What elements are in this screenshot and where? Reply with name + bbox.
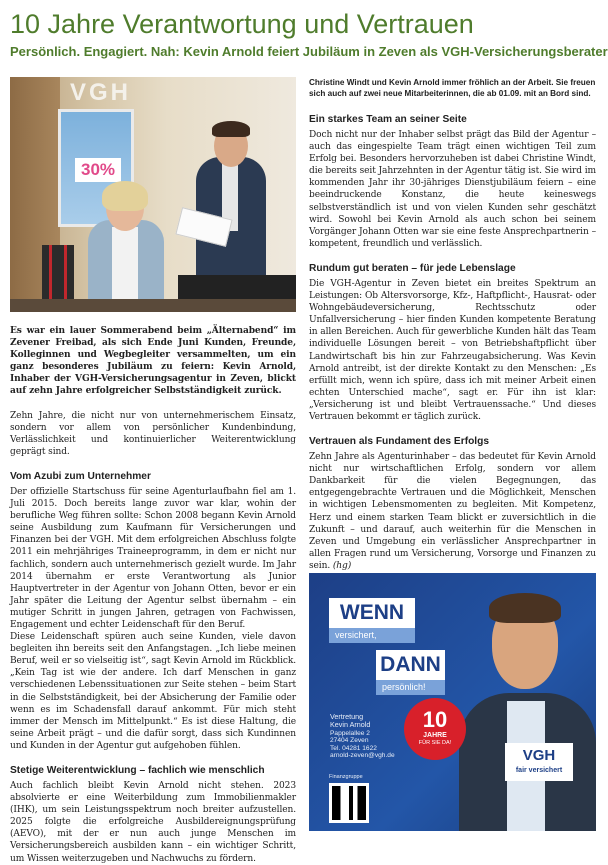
paragraph-team: Doch nicht nur der Inhaber selbst prägt das Bild der Agentur – auch das eingespielte Team trägt einen wichtigen Teil zum Erfolg bei. Besonders hervorzuheben ist dabei Christine Windt, die bereits seit Jahrzehnten in der Agentur tätig ist. Sie wird im kommenden Jahr ihr 30-jähriges Dienstjubiläum feiern – eine beeindruckende Konstanz, die heute keineswegs selbstverständlich ist und von vielen Kunden sehr geschätzt wird. Sowohl bei Kevin Arnold als auch schon bei seinem Vorgänger Johann Otten war sie eine feste Ansprechpartnerin – kompetent, freundlich und verlässlich. bbox=[309, 130, 596, 249]
contact-title: Vertretung bbox=[330, 712, 364, 721]
contact-phone: Tel. 04281 1622 bbox=[330, 744, 377, 752]
left-column bbox=[10, 77, 296, 865]
right-column bbox=[309, 77, 596, 572]
section-heading-azubi: Vom Azubi zum Unternehmer bbox=[10, 470, 151, 482]
ad-versichert: versichert, bbox=[329, 628, 415, 643]
contact-city: 27404 Zeven bbox=[330, 737, 369, 745]
paragraph-azubi-2: Diese Leidenschaft spüren auch seine Kunden, viele davon begleiten ihn bereits seit den Anfangstagen. „Ich liebe meinen Beruf, weil er so vielseitig ist“, sagt Kevin Arnold im Rückblick. „Kein Tag ist wie der andere. Ich darf Menschen in ganz verschiedenen Lebenssituationen zur Seite stehen – beim Start in die Selbstständigkeit, bei der Absicherung der Familie oder wenn es im Schadensfall darauf ankommt. Für mich steht immer der Mensch im Mittelpunkt.“ Es ist diese Haltung, die seine Arbeit prägt – und die dafür sorgt, dass sich Kundinnen und Kunden in der Agentur gut aufgehoben fühlen. bbox=[10, 632, 296, 751]
badge-number: 10 bbox=[422, 707, 448, 732]
finanzgruppe-label: Finanzgruppe bbox=[329, 774, 363, 780]
vgh-logo bbox=[505, 743, 573, 781]
author-tag: (hg) bbox=[332, 560, 352, 571]
section-heading-beratung: Rundum gut beraten – für jede Lebenslage bbox=[309, 262, 516, 274]
paragraph-weiterentwicklung: Auch fachlich bleibt Kevin Arnold nicht stehen. 2023 absolvierte er eine Weiterbildung zum Immobilienmakler (IHK), um sein Leistungsspektrum noch breiter aufzustellen. 2025 folgte die erfolgreiche Ausbildereignungsprüfung (AEVO), mit der er nun auch junge Menschen im Versicherungsbereich ausbilden kann – ein wichtiger Schritt, um Wissen weiterzugeben und Nachwuchs zu fördern. bbox=[10, 781, 296, 864]
section-heading-team: Ein starkes Team an seiner Seite bbox=[309, 114, 467, 125]
ad-persoenlich: persönlich! bbox=[376, 680, 445, 695]
vgh-claim: fair versichert bbox=[515, 767, 563, 774]
vgh-advertisement bbox=[309, 573, 596, 831]
article-subheadline: Persönlich. Engagiert. Nah: Kevin Arnold feiert Jubiläum in Zeven als VGH-Versicherungsberater bbox=[10, 44, 608, 59]
lead-paragraph: Es war ein lauer Sommerabend beim „Älternabend“ im Zevener Freibad, als sich Ende Juni Kunden, Freunde, Kolleginnen und Wegbegleiter versammelten, um ein ganz besonderes Jubiläum zu feiern: Kevin Arnold, Inhaber der VGH-Versicherungsagentur in Zeven, blickt auf zehn Jahre erfolgreicher Selbstständigkeit zurück. bbox=[10, 326, 296, 397]
paragraph-beratung: Die VGH-Agentur in Zeven bietet ein breites Spektrum an Leistungen: Ob Altersvorsorge, Kfz-, Haftpflicht-, Hausrat- oder Wohngebäudeversicherung, Rechtsschutz oder Unfallversicherung – hier finden Kunden kompetente Beratung in allen Bereichen. Auch für gewerbliche Kunden hält das Team individuelle Lösungen bereit – von Betriebshaftpflicht über Landwirtschaft bis hin zur Fahrzeugabsicherung. Was Kevin Arnold antreibt, ist der direkte Kontakt zu den Menschen: „Es erfüllt mich, wenn ich spüre, dass ich mit meiner Arbeit einen echten Unterschied mache“, sagt er. Für ihn ist klar: „Versicherung ist und bleibt Vertrauenssache.“ Und dieses Vertrauen bekommt er täglich zurück. bbox=[309, 278, 596, 422]
contact-email: arnold-zeven@vgh.de bbox=[330, 752, 395, 760]
qr-code-icon bbox=[329, 783, 369, 823]
contact-street: Pappelallee 2 bbox=[330, 729, 370, 737]
anniversary-badge bbox=[404, 698, 466, 760]
section-heading-weiterentwicklung: Stetige Weiterentwicklung – fachlich wie menschlich bbox=[10, 765, 265, 776]
article-headline: 10 Jahre Verantwortung und Vertrauen bbox=[10, 9, 474, 39]
ad-dann: DANN bbox=[376, 650, 445, 680]
vgh-brand: VGH bbox=[522, 747, 556, 764]
ad-wenn: WENN bbox=[329, 598, 415, 628]
photo-caption: Christine Windt und Kevin Arnold immer fröhlich an der Arbeit. Sie freuen sich auch auf zwei neue Mitarbeiterinnen, die ab 01.09. mit an Bord sind. bbox=[309, 78, 596, 98]
badge-label: JAHRE bbox=[423, 732, 447, 739]
intro-paragraph: Zehn Jahre, die nicht nur von unternehmerischem Einsatz, sondern vor allem von persönlicher Kundenbindung, Verlässlichkeit und kontinuierlicher Weiterentwicklung geprägt sind. bbox=[10, 410, 296, 457]
contact-name: Kevin Arnold bbox=[330, 720, 371, 730]
badge-sub: FÜR SIE DA! bbox=[418, 740, 452, 746]
paragraph-vertrauen: Zehn Jahre als Agenturinhaber – das bedeutet für Kevin Arnold nicht nur wirtschaftlichen Erfolg, sondern vor allem Dankbarkeit für die vielen Begegnungen, das entgegengebrachte Vertrauen und die Möglichkeit, Menschen in wichtigen Lebensmomenten zu begleiten. Mit Kompetenz, Herz und einem starken Team blickt er zuversichtlich in die Zukunft – und darauf, auch weiterhin für die Menschen in Zeven und Umgebung ein verlässlicher Ansprechpartner in allen Fragen rund um Versicherung, Vorsorge und Finanzen zu sein. (hg) bbox=[309, 452, 596, 571]
team-photo bbox=[10, 77, 296, 312]
ad-contact bbox=[330, 713, 400, 759]
vgh-sign: VGH bbox=[70, 79, 132, 106]
section-heading-vertrauen: Vertrauen als Fundament des Erfolgs bbox=[309, 436, 490, 448]
paragraph-azubi-1: Der offizielle Startschuss für seine Agenturlaufbahn fiel am 1. Juli 2015. Doch bereits lange zuvor war klar, wohin der berufliche Weg führen sollte: Schon 2008 begann Kevin Arnold seine Ausbildung zum Kaufmann für Versicherungen und Finanzen bei der VGH. Mit dem erfolgreichen Abschluss folgte 2011 ein mehrjähriges Traineeprogramm, in dem er nicht nur fachlich, sondern auch unternehmerisch gezielt wurde. Im Jahr 2014 übernahm er erste Verantwortung als Junior Hauptvertreter in der Agentur von Johann Otten, bevor er ein Jahr später die Leitung der Agentur selbst übernahm – ein mutiger Schritt in jungen Jahren, getragen von Fachwissen, Engagement und echter Leidenschaft für den Beruf. bbox=[10, 486, 296, 630]
poster-discount-tag: 30% bbox=[75, 158, 121, 182]
